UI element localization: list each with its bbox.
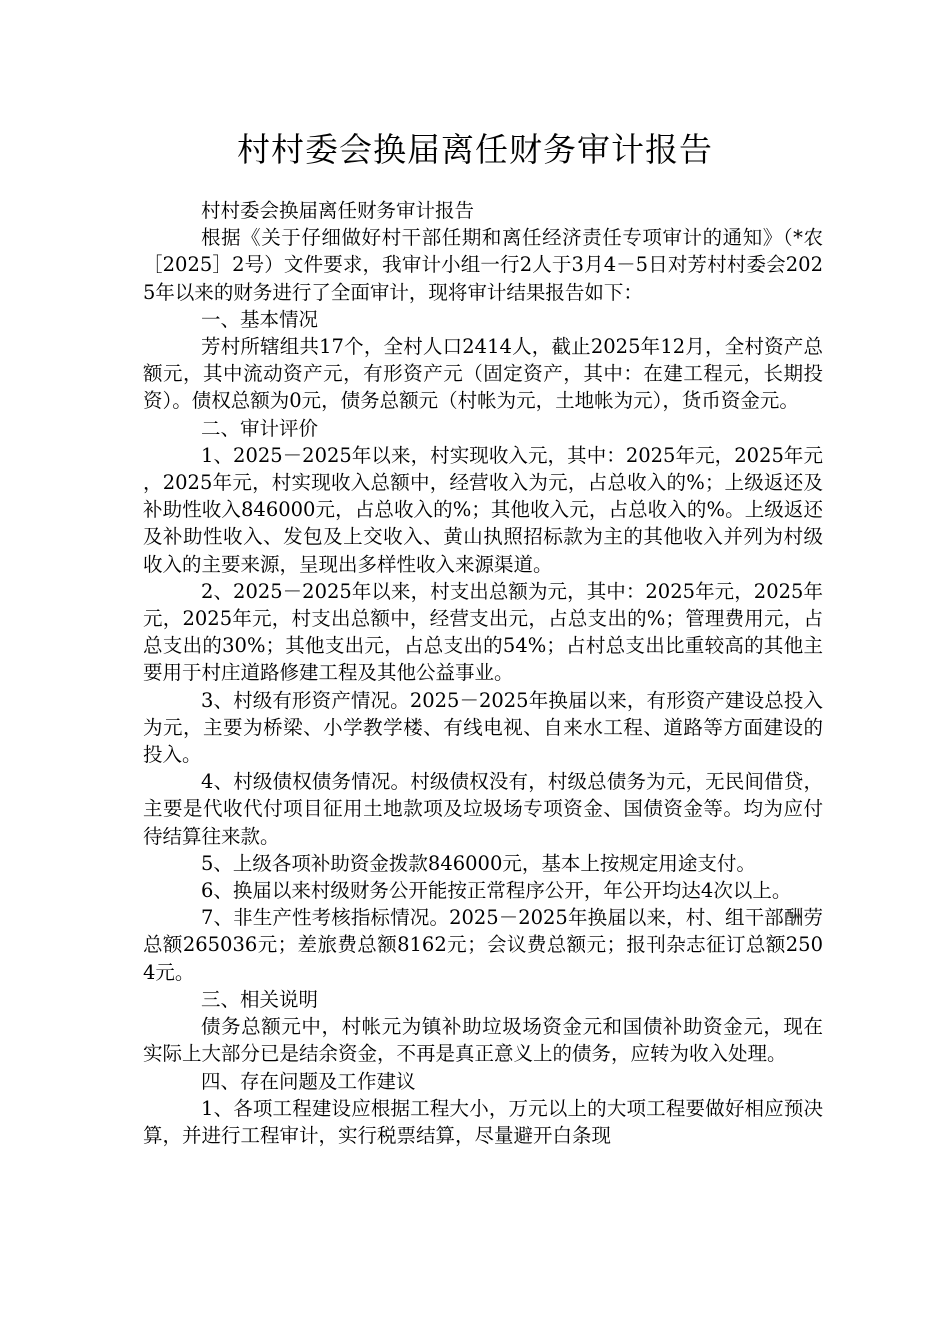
body-paragraph: 7、非生产性考核指标情况。2025－2025年换届以来，村、组干部酬劳总额265036元；差旅费总额8162元；会议费总额元；报刊杂志征订总额2504元。 [143, 906, 823, 984]
body-paragraph: 村村委会换届离任财务审计报告 [201, 199, 475, 222]
section-heading: 三、相关说明 [201, 987, 319, 1011]
document-body [143, 197, 823, 1149]
body-paragraph: 1、各项工程建设应根据工程大小，万元以上的大项工程要做好相应预决算，并进行工程审计，实行税票结算，尽量避开白条现 [143, 1096, 823, 1147]
section-heading: 四、存在问题及工作建议 [201, 1069, 416, 1093]
body-paragraph: 5、上级各项补助资金拨款846000元，基本上按规定用途支付。 [201, 851, 756, 875]
body-paragraph: 芳村所辖组共17个，全村人口2414人，截止2025年12月，全村资产总额元，其中流动资产元，有形资产元（固定资产，其中：在建工程元，长期投资）。债权总额为0元，债务总额元（村帐为元，土地帐为元），货币资金元。 [143, 335, 823, 413]
section-heading: 一、基本情况 [201, 307, 319, 331]
section-heading: 二、审计评价 [201, 416, 319, 440]
body-paragraph: 4、村级债权债务情况。村级债权没有，村级总债务为元，无民间借贷，主要是代收代付项目征用土地款项及垃圾场专项资金、国债资金等。均为应付待结算往来款。 [143, 770, 823, 848]
body-paragraph: 债务总额元中，村帐元为镇补助垃圾场资金元和国债补助资金元，现在实际上大部分已是结余资金，不再是真正意义上的债务，应转为收入处理。 [143, 1015, 823, 1066]
body-paragraph: 2、2025－2025年以来，村支出总额为元，其中：2025年元，2025年元，2025年元，村支出总额中，经营支出元，占总支出的%；管理费用元，占总支出的30%；其他支出元，占总支出的54%；占村总支出比重较高的其他主要用于村庄道路修建工程及其他公益事业。 [143, 579, 823, 685]
body-paragraph: 6、换届以来村级财务公开能按正常程序公开，年公开均达4次以上。 [201, 879, 792, 903]
document-title: 村村委会换届离任财务审计报告 [237, 130, 713, 169]
body-paragraph: 3、村级有形资产情况。2025－2025年换届以来，有形资产建设总投入为元，主要为桥梁、小学教学楼、有线电视、自来水工程、道路等方面建设的投入。 [143, 688, 823, 767]
body-paragraph: 1、2025－2025年以来，村实现收入元，其中：2025年元，2025年元，2025年元，村实现收入总额中，经营收入为元，占总收入的%；上级返还及补助性收入846000元，占总收入的%；其他收入元，占总收入的%。上级返还及补助性收入、发包及上交收入、黄山执照招标款为主的其他收入并列为村级收入的主要来源，呈现出多样性收入来源渠道。 [143, 443, 823, 576]
body-paragraph: 根据《关于仔细做好村干部任期和离任经济责任专项审计的通知》（*农［2025］2号）文件要求，我审计小组一行2人于3月4－5日对芳村村委会2025年以来的财务进行了全面审计，现将审计结果报告如下： [143, 226, 823, 304]
